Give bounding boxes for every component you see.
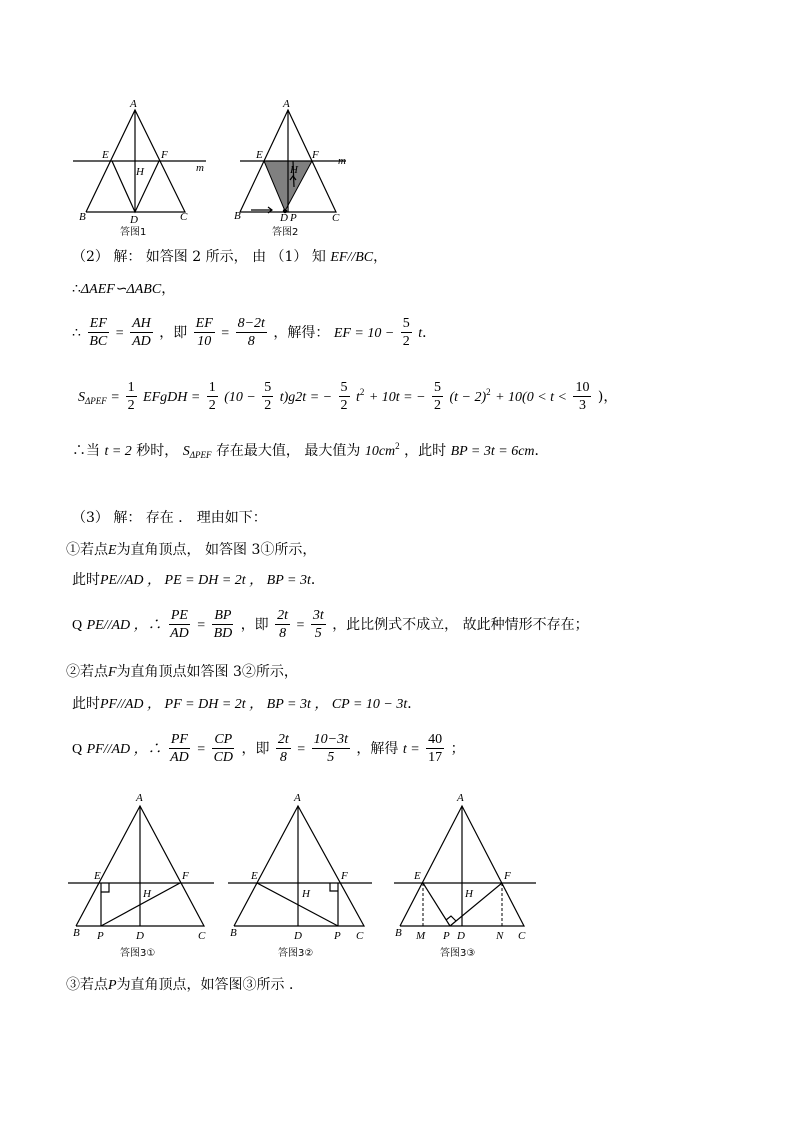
fig1-label-E: E [102,149,109,161]
fig2-label-C: C [332,212,340,224]
fig3c-label-P: P [443,930,450,942]
fig2-label-H: H [290,164,298,176]
fig3a-label-B: B [73,927,80,939]
fig3a-label-E: E [94,870,101,882]
fig3b-label-A: A [294,792,301,804]
fig3b-label-H: H [302,888,310,900]
part3-case3: ③若点P为直角顶点，如答图③所示 ． [66,977,304,993]
fig3a-caption: 答图3① [120,948,156,959]
fig2-label-A: A [283,98,290,110]
part3-case2: ②若点F为直角顶点如答图 3②所示， [66,664,298,680]
fig2-label-E: E [256,149,263,161]
part3-intro: （3） 解： 存在 ． 理由如下： [72,510,267,526]
fig1-label-F: F [161,149,168,161]
fig3a-label-P: P [97,930,104,942]
fig2-label-m: m [338,155,346,167]
fig3c-label-F: F [504,870,511,882]
fig3a-label-F: F [182,870,189,882]
part3-case1-ratio: Q PE//AD ，∴ $\frac{PE}{AD}$ = $\frac{BP}{BD}$ ，即 $\frac{2t}{8}$ = $\frac{3t}{5}$ ，此比例式不成立， 故此种情形不存在； [72,608,589,642]
figure-3-2 [224,786,384,966]
fig1-label-m: m [196,162,204,174]
fig3c-label-M: M [416,930,426,942]
part3-case2-ratio: Q PF//AD ，∴ $\frac{PF}{AD}$ = $\frac{CP}{CD}$ ，即 $\frac{2t}{8}$ = $\frac{10-3t}{5}$ ，解得 t = $\frac{40}{17}$ ； [72,732,465,766]
fig3b-label-B: B [230,927,237,939]
fig3a-label-D: D [136,930,144,942]
fig1-label-A: A [130,98,137,110]
fig2-label-P: P [290,212,297,224]
fig3a-label-A: A [136,792,143,804]
fig3c-caption: 答图3③ [440,948,476,959]
fig2-label-F: F [312,149,319,161]
fig3b-label-F: F [341,870,348,882]
fig3c-label-B: B [395,927,402,939]
fig3b-label-D: D [294,930,302,942]
fig3b-caption: 答图3② [278,948,314,959]
figure-3-1 [64,786,224,966]
part3-case1: ①若点E为直角顶点， 如答图 3①所示， [66,542,317,558]
fig3c-label-N: N [496,930,504,942]
figure-3-3 [390,786,550,966]
fig2-label-D: D [280,212,288,224]
part2-area: $S_{\Delta PEF}$ = $\frac{1}{2}$ EFgDH = $\frac{1}{2}$ (10 − $\frac{5}{2}$ t)g2t = − $\frac{5}{2}$ $t^2 + 10t$ = − $\frac{5}{2}$ $(t - 2)^2 + 10(0 < t$ < $\frac{10}{3}$ )， [78,380,618,414]
part2-similar: ∴ΔAEF∽ΔABC， [72,281,176,297]
figure-2 [228,95,358,245]
part2-ratio: ∴ $\frac{EF}{BC}$ = $\frac{AH}{AD}$ ，即 $\frac{EF}{10}$ = $\frac{8-2t}{8}$ ，解得： EF = 10 − $\frac{5}{2}$ t． [72,316,437,350]
fig3c-label-D: D [457,930,465,942]
fig3b-label-P: P [334,930,341,942]
part3-case1-now: 此时PE//AD ， PE = DH = 2t ， BP = 3t． [72,572,325,588]
fig1-label-B: B [79,211,86,223]
fig3c-label-H: H [465,888,473,900]
fig3c-label-E: E [414,870,421,882]
fig3c-label-A: A [457,792,464,804]
fig3c-label-C: C [518,930,526,942]
part3-case2-now: 此时PF//AD ， PF = DH = 2t ， BP = 3t ， CP = 10 − 3t． [72,696,422,712]
fig1-caption: 答图1 [120,227,147,238]
figure-1 [68,95,218,245]
fig1-label-C: C [180,211,188,223]
fig1-label-D: D [130,214,138,226]
fig1-label-H: H [136,166,144,178]
fig3a-label-C: C [198,930,206,942]
fig2-caption: 答图2 [272,227,299,238]
fig2-label-B: B [234,210,241,222]
fig3a-label-H: H [143,888,151,900]
part2-max: ∴当 t = 2 秒时， $S_{\Delta PEF}$ 存在最大值， 最大值为 $10cm^2$ ，此时 BP = 3t = 6cm． [72,441,549,460]
fig3b-label-E: E [251,870,258,882]
fig3b-label-C: C [356,930,364,942]
part2-intro: （2） 解： 如答图 2 所示， 由 （1） 知 EF//BC， [72,249,388,265]
